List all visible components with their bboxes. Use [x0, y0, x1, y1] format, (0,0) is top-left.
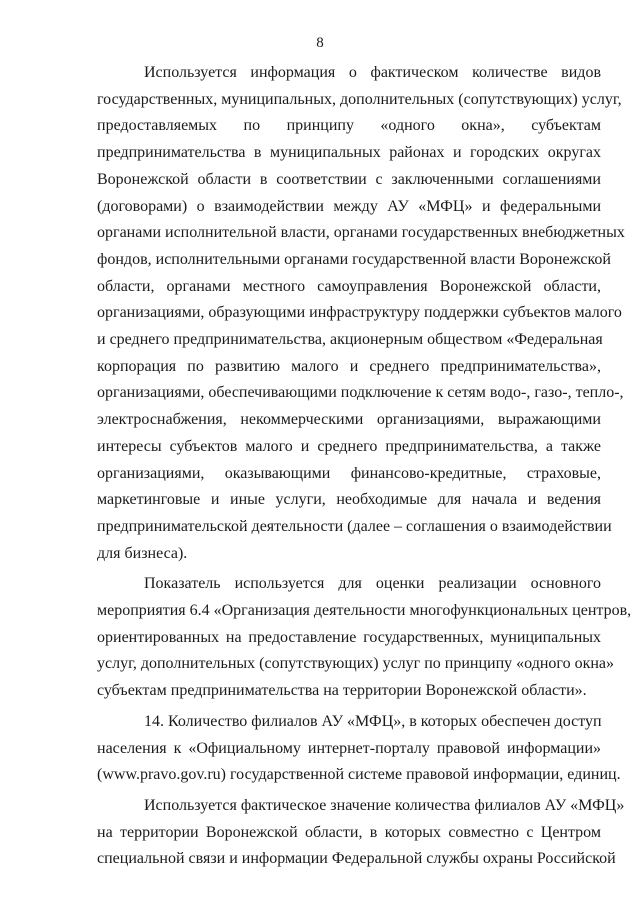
text-line: и среднего предпринимательства, акционерным обществом «Федеральная — [97, 331, 603, 349]
text-line: предоставляемых по принципу «одного окна», субъектам — [97, 117, 601, 135]
paragraph-item-14 — [97, 709, 621, 789]
text-line: предпринимательства в муниципальных районах и городских округах — [97, 144, 601, 162]
text-line: (www.pravo.gov.ru) государственной системе правовой информации, единиц. — [97, 766, 621, 784]
text-line: области, органами местного самоуправления Воронежской области, — [97, 277, 601, 295]
text-line: (договорами) о взаимодействии между АУ «МФЦ» и федеральными — [97, 197, 601, 215]
text-line: 14. Количество филиалов АУ «МФЦ», в которых обеспечен доступ — [144, 712, 602, 730]
text-line: предпринимательской деятельности (далее – соглашения о взаимодействии — [97, 517, 612, 535]
text-line: организациями, образующими инфраструктуру поддержки субъектов малого — [97, 304, 622, 322]
text-line: субъектам предпринимательства на территории Воронежской области». — [97, 682, 587, 700]
paragraph-info-types — [97, 60, 625, 567]
text-line: организациями, обеспечивающими подключение к сетям водо-, газо-, тепло-, — [97, 384, 624, 402]
text-line: мероприятия 6.4 «Организация деятельности многофункциональных центров, — [97, 602, 632, 620]
text-line: маркетинговые и иные услуги, необходимые для начала и ведения — [97, 491, 601, 509]
text-line: корпорация по развитию малого и среднего предпринимательства», — [97, 357, 601, 375]
text-line: населения к «Официальному интернет-порталу правовой информации» — [97, 739, 601, 757]
text-line: электроснабжения, некоммерческими организациями, выражающими — [97, 411, 601, 429]
text-line: государственных, муниципальных, дополнительных (сопутствующих) услуг, — [97, 90, 622, 108]
text-line: интересы субъектов малого и среднего предпринимательства, а также — [97, 437, 601, 455]
text-line: Используется фактическое значение количества филиалов АУ «МФЦ» — [144, 796, 625, 814]
page-number: 8 — [316, 35, 324, 51]
text-line: услуг, дополнительных (сопутствующих) услуг по принципу «одного окна» — [97, 655, 615, 673]
text-line: Показатель используется для оценки реализации основного — [144, 575, 601, 593]
text-line: органами исполнительной власти, органами государственных внебюджетных — [97, 224, 625, 242]
text-line: для бизнеса). — [97, 544, 188, 562]
paragraph-indicator-usage — [97, 571, 632, 705]
text-line: на территории Воронежской области, в которых совместно с Центром — [97, 823, 601, 841]
text-line: организациями, оказывающими финансово-кредитные, страховые, — [97, 464, 601, 482]
text-line: фондов, исполнительными органами государственной власти Воронежской — [97, 250, 611, 268]
paragraph-actual-value — [97, 793, 625, 873]
text-line: Используется информация о фактическом количестве видов — [144, 64, 601, 81]
document-body — [97, 60, 632, 873]
text-line: Воронежской области в соответствии с заключенными соглашениями — [97, 170, 601, 188]
text-line: специальной связи и информации Федеральной службы охраны Российской — [97, 850, 616, 868]
text-line: ориентированных на предоставление государственных, муниципальных — [97, 628, 601, 646]
